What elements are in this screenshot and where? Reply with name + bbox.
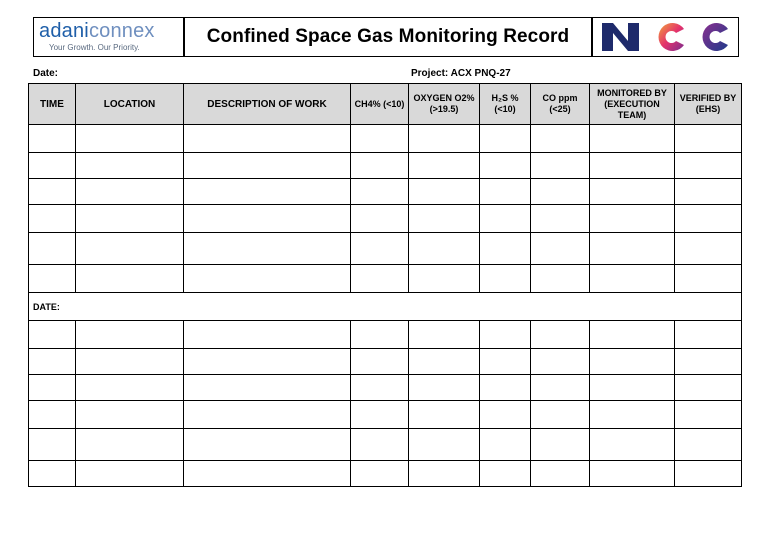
date-label: Date: (33, 68, 59, 79)
table-cell[interactable] (29, 461, 76, 487)
table-row (29, 179, 742, 205)
table-cell[interactable] (29, 265, 76, 293)
table-cell[interactable] (409, 321, 480, 349)
document-header (33, 17, 738, 57)
table-row (29, 429, 742, 461)
table-cell[interactable] (29, 233, 76, 265)
ncc-logo (592, 17, 739, 57)
table-cell[interactable] (531, 401, 590, 429)
table-cell[interactable] (351, 461, 409, 487)
table-cell[interactable] (351, 375, 409, 401)
column-header-verified-by: VERIFIED BY (EHS) (675, 84, 742, 125)
table-cell[interactable] (351, 429, 409, 461)
table-cell[interactable] (29, 321, 76, 349)
table-cell[interactable] (351, 125, 409, 153)
table-cell[interactable] (409, 375, 480, 401)
table-cell[interactable] (351, 401, 409, 429)
table-cell[interactable] (76, 233, 184, 265)
table-cell[interactable] (531, 461, 590, 487)
table-cell[interactable] (531, 321, 590, 349)
table-cell[interactable] (409, 179, 480, 205)
table-cell[interactable] (590, 179, 675, 205)
table-cell[interactable] (480, 429, 531, 461)
table-cell[interactable] (351, 265, 409, 293)
table-cell[interactable] (590, 429, 675, 461)
table-cell[interactable] (590, 461, 675, 487)
logo-tagline: Your Growth. Our Priority. (49, 43, 140, 52)
project-label: Project: ACX PNQ-27 (411, 68, 511, 79)
table-cell[interactable] (590, 125, 675, 153)
table-cell[interactable] (76, 205, 184, 233)
table-cell[interactable] (531, 265, 590, 293)
table-cell[interactable] (351, 233, 409, 265)
table-cell[interactable] (675, 265, 742, 293)
table-cell[interactable] (409, 233, 480, 265)
logo-part-connex: connex (88, 20, 155, 42)
column-header-monitored-by: MONITORED BY (EXECUTION TEAM) (590, 84, 675, 125)
table-cell[interactable] (590, 349, 675, 375)
page-title: Confined Space Gas Monitoring Record (206, 26, 570, 47)
table-cell[interactable] (480, 461, 531, 487)
table-cell[interactable] (76, 321, 184, 349)
table-cell[interactable] (351, 321, 409, 349)
table-cell[interactable] (184, 429, 351, 461)
table-cell[interactable] (590, 153, 675, 179)
table-cell[interactable] (29, 349, 76, 375)
table-cell[interactable] (184, 125, 351, 153)
table-cell[interactable] (531, 125, 590, 153)
column-header-oxygen: OXYGEN O2% (>19.5) (409, 84, 480, 125)
ncc-logo-graphic (598, 20, 734, 54)
table-cell[interactable] (480, 179, 531, 205)
table-cell[interactable] (480, 205, 531, 233)
table-cell[interactable] (590, 265, 675, 293)
table-cell[interactable] (29, 401, 76, 429)
table-cell[interactable] (675, 461, 742, 487)
table-cell[interactable] (590, 233, 675, 265)
table-cell[interactable] (29, 205, 76, 233)
table-cell[interactable] (531, 179, 590, 205)
table-cell[interactable] (531, 429, 590, 461)
table-cell[interactable] (409, 349, 480, 375)
table-cell[interactable] (480, 401, 531, 429)
table-cell[interactable] (675, 321, 742, 349)
table-cell[interactable] (184, 153, 351, 179)
date-section-label: DATE: (29, 293, 742, 321)
table-cell[interactable] (76, 401, 184, 429)
table-cell[interactable] (480, 265, 531, 293)
table-cell[interactable] (675, 153, 742, 179)
table-cell[interactable] (480, 375, 531, 401)
table-cell[interactable] (675, 205, 742, 233)
table-cell[interactable] (184, 401, 351, 429)
table-cell[interactable] (409, 461, 480, 487)
table-cell[interactable] (590, 205, 675, 233)
table-cell[interactable] (76, 179, 184, 205)
table-cell[interactable] (590, 401, 675, 429)
table-cell[interactable] (590, 321, 675, 349)
table-cell[interactable] (351, 179, 409, 205)
table-cell[interactable] (409, 265, 480, 293)
table-cell[interactable] (76, 349, 184, 375)
table-cell[interactable] (675, 375, 742, 401)
table-header-row (29, 84, 742, 125)
table-cell[interactable] (531, 153, 590, 179)
table-cell[interactable] (29, 153, 76, 179)
date-section-row (29, 293, 742, 321)
table-cell[interactable] (480, 349, 531, 375)
table-cell[interactable] (480, 321, 531, 349)
column-header-h2s: H₂S % (<10) (480, 84, 531, 125)
table-cell[interactable] (184, 349, 351, 375)
table-cell[interactable] (531, 349, 590, 375)
table-cell[interactable] (184, 375, 351, 401)
table-row (29, 205, 742, 233)
column-header-time: TIME (29, 84, 76, 125)
table-cell[interactable] (76, 265, 184, 293)
table-cell[interactable] (76, 125, 184, 153)
table-cell[interactable] (184, 205, 351, 233)
adaniconnex-logo (33, 17, 184, 57)
title-box (184, 17, 592, 57)
table-cell[interactable] (675, 429, 742, 461)
table-cell[interactable] (76, 375, 184, 401)
table-row (29, 375, 742, 401)
gas-monitoring-table (28, 83, 742, 487)
table-cell[interactable] (480, 233, 531, 265)
table-cell[interactable] (675, 125, 742, 153)
table-cell[interactable] (76, 153, 184, 179)
table-row (29, 461, 742, 487)
table-cell[interactable] (409, 125, 480, 153)
table-cell[interactable] (184, 233, 351, 265)
table-cell[interactable] (29, 375, 76, 401)
table-cell[interactable] (184, 321, 351, 349)
table-cell[interactable] (351, 153, 409, 179)
table-row (29, 401, 742, 429)
table-cell[interactable] (351, 349, 409, 375)
table-cell[interactable] (480, 153, 531, 179)
table-cell[interactable] (76, 429, 184, 461)
table-row (29, 125, 742, 153)
column-header-co: CO ppm (<25) (531, 84, 590, 125)
table-row (29, 321, 742, 349)
table-row (29, 233, 742, 265)
table-cell[interactable] (531, 205, 590, 233)
logo-part-adani: adani (39, 20, 89, 42)
table-cell[interactable] (76, 461, 184, 487)
table-cell[interactable] (480, 125, 531, 153)
table-row (29, 265, 742, 293)
table-cell[interactable] (184, 265, 351, 293)
table-cell[interactable] (531, 375, 590, 401)
table-cell[interactable] (675, 401, 742, 429)
table-cell[interactable] (675, 233, 742, 265)
table-cell[interactable] (184, 461, 351, 487)
table-cell[interactable] (409, 205, 480, 233)
table-cell[interactable] (409, 153, 480, 179)
table-row (29, 349, 742, 375)
table-cell[interactable] (409, 401, 480, 429)
table-cell[interactable] (351, 205, 409, 233)
table-cell[interactable] (675, 349, 742, 375)
table-cell[interactable] (409, 429, 480, 461)
table-row (29, 153, 742, 179)
column-header-location: LOCATION (76, 84, 184, 125)
table-cell[interactable] (675, 179, 742, 205)
table-cell[interactable] (29, 125, 76, 153)
table-cell[interactable] (184, 179, 351, 205)
adaniconnex-wordmark (39, 20, 155, 42)
table-cell[interactable] (531, 233, 590, 265)
column-header-ch4: CH4% (<10) (351, 84, 409, 125)
table-cell[interactable] (29, 429, 76, 461)
table-cell[interactable] (590, 375, 675, 401)
table-cell[interactable] (29, 179, 76, 205)
column-header-description: DESCRIPTION OF WORK (184, 84, 351, 125)
